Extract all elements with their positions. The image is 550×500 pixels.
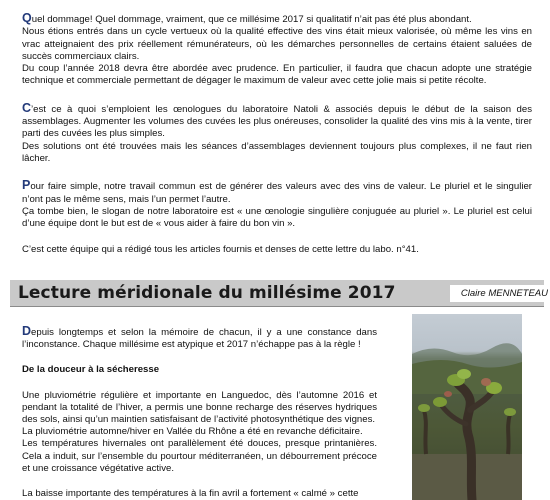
dropcap: Q bbox=[22, 11, 32, 25]
dropcap: C bbox=[22, 100, 32, 115]
editorial-line: Du coup l’année 2018 devra être abordée avec prudence. En particulier, il faudra que chacun adopte une stratégie technique et commerciale permettant de dégager le maximum de valeur avec cette jolie mais si petite récolte. bbox=[22, 63, 532, 87]
article-line: La baisse importante des températures à la fin avril a fortement « calmé » cette bbox=[22, 488, 359, 500]
text-line: epuis longtemps et selon la mémoire de chacun, il y a une constance dans l’inconstance. Chaque millésime est atypique et 2017 n’échappe pas à la règle ! bbox=[22, 327, 377, 351]
dropcap: P bbox=[22, 178, 31, 193]
article-line: Une pluviométrie régulière et importante en Languedoc, dès l’automne 2016 et pendant la totalité de l’hiver, a permis une bonne recharge des réserves hydriques des sols, ainsi qu’un maintien satisfaisant de l’activité photosynthétique des vignes. bbox=[22, 389, 377, 426]
editorial-paragraph-4: C’est cette équipe qui a rédigé tous les articles fournis et denses de cette lettre du labo. n°41. bbox=[22, 244, 419, 256]
editorial-paragraph-3 bbox=[22, 179, 532, 206]
dropcap: D bbox=[22, 324, 32, 338]
article-line: Les températures hivernales ont parallèlement été douces, presque printanières. Cela a induit, sur l’ensemble du pourtour méditerranéen, un débourrement précoce et une croissance végétative active. bbox=[22, 438, 377, 474]
vine-photo bbox=[412, 314, 522, 500]
article-body bbox=[22, 325, 377, 500]
editorial-section bbox=[22, 12, 532, 257]
editorial-line: Ça tombe bien, le slogan de notre laboratoire est « une œnologie singulière conjuguée au pluriel ». Le pluriel est celui d’une équipe dont le but est de « vous aider à faire du bon vin ». bbox=[22, 205, 532, 230]
section-banner bbox=[10, 280, 548, 307]
text-line: our faire simple, notre travail commun est de générer des valeurs avec des vins de valeur. Le pluriel et le singulier n’ont pas le même sens, mais l’un permet l’autre. bbox=[22, 181, 532, 205]
article-line: La pluviométrie automne/hiver en Vallée du Rhône a été en revanche déficitaire. bbox=[22, 426, 363, 438]
vine-illustration bbox=[412, 314, 522, 500]
text-line: uel dommage! Quel dommage, vraiment, que ce millésime 2017 si qualitatif n’ait pas été plus abondant. bbox=[31, 14, 472, 25]
article-paragraph-1 bbox=[22, 325, 377, 351]
text-line: ’est ce à quoi s’emploient les œnologues du laboratoire Natoli & associés depuis le début de la saison des assemblages. Augmenter les volumes des cuvées les plus onéreuses, consolider la qualité des vins mis à la vente, tirer parti des cuvées les plus simples. bbox=[22, 103, 532, 140]
editorial-paragraph-2 bbox=[22, 102, 532, 141]
author-name: Claire MENNETEAU bbox=[450, 285, 550, 302]
section-title: Lecture méridionale du millésime 2017 bbox=[18, 283, 396, 303]
editorial-line: Des solutions ont été trouvées mais les séances d’assemblages deviennent toujours plus complexes, il ne faut rien lâcher. bbox=[22, 140, 532, 164]
editorial-paragraph-1 bbox=[22, 12, 532, 26]
editorial-line: Nous étions entrés dans un cycle vertueux où la qualité effective des vins était mieux valorisée, où même les vins en vrac atteignaient des prix réellement rémunérateurs, où les démarches personnelles de certains étaient saluées de succès commerciaux clairs. bbox=[22, 26, 532, 62]
article-subheading: De la douceur à la sécheresse bbox=[22, 364, 160, 376]
